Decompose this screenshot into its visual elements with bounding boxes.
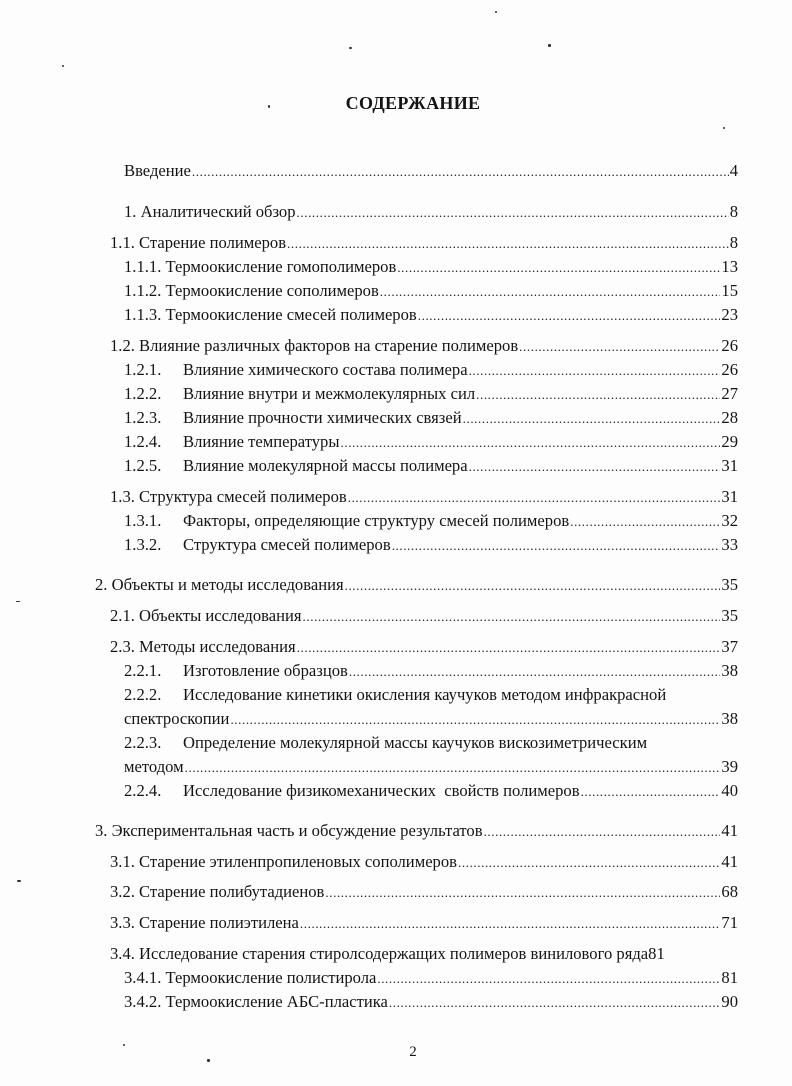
toc-dot-leader	[303, 607, 721, 627]
scan-speck	[16, 601, 20, 602]
scan-speck	[123, 1044, 125, 1046]
toc-entry-2-2-4	[124, 781, 738, 802]
toc-page: 38	[721, 709, 738, 728]
toc-entry-3-4-2	[124, 992, 738, 1013]
toc-title: 2.3. Методы исследования	[110, 637, 296, 656]
toc-page: 15	[721, 281, 738, 300]
toc-dot-leader	[300, 914, 720, 934]
toc-number: 1.2.3.	[124, 408, 162, 427]
toc-entry-2-2-1	[124, 661, 738, 682]
toc-page: 38	[721, 661, 738, 680]
toc-page: 27	[721, 384, 738, 403]
toc-title: Структура смесей полимеров	[183, 535, 391, 554]
toc-entry-3-3	[110, 913, 738, 934]
toc-entry-1-2-2	[124, 384, 738, 405]
toc-dot-leader	[192, 162, 729, 182]
scan-speck	[495, 11, 497, 13]
toc-number: 2.2.3.	[124, 733, 162, 752]
toc-dot-leader	[380, 282, 721, 302]
toc-number: 1.2.4.	[124, 432, 162, 451]
toc-dot-leader	[469, 457, 721, 477]
toc-page: 26	[721, 360, 738, 379]
toc-page: 40	[721, 781, 738, 800]
toc-page: 31	[721, 487, 738, 506]
toc-entry-2	[95, 575, 738, 596]
toc-dot-leader	[469, 361, 721, 381]
page-title: СОДЕРЖАНИЕ	[345, 93, 481, 113]
toc-title: Определение молекулярной массы каучуков вискозиметрическим	[183, 733, 648, 752]
toc-number: 2.2.4.	[124, 781, 162, 800]
toc-number: 1.3.1.	[124, 511, 162, 530]
toc-page: 35	[721, 606, 738, 625]
toc-page: 31	[721, 456, 738, 475]
toc-title: 2. Объекты и методы исследования	[95, 575, 344, 594]
toc-title: 1.1.2. Термоокисление сополимеров	[124, 281, 379, 300]
toc-title: Изготовление образцов	[183, 661, 348, 680]
toc-dot-leader	[484, 822, 721, 842]
toc-page: 4	[729, 161, 738, 180]
toc-page: 37	[721, 637, 738, 656]
scan-speck	[62, 65, 64, 67]
toc-entry-1-1	[110, 233, 738, 254]
toc-dot-leader	[519, 337, 720, 357]
toc-page: 81	[648, 944, 665, 963]
toc-page: 32	[721, 511, 738, 530]
toc-page: 23	[721, 305, 738, 324]
toc-number: 2.2.2.	[124, 685, 162, 704]
toc-entry-1-2-5	[124, 456, 738, 477]
toc-title: Исследование кинетики окисления каучуков методом инфракрасной	[183, 685, 667, 704]
toc-entry-1-3-2	[124, 535, 738, 556]
toc-dot-leader	[392, 536, 721, 556]
toc-dot-leader	[297, 203, 729, 223]
scan-speck	[207, 1059, 210, 1062]
toc-entry-3-4	[110, 944, 738, 965]
toc-entry-1-1-1	[124, 257, 738, 278]
toc-dot-leader	[389, 993, 720, 1013]
toc-title: 3.4. Исследование старения стиролсодержащих полимеров винилового ряда	[110, 944, 649, 963]
toc-title: 1.1.3. Термоокисление смесей полимеров	[124, 305, 417, 324]
toc-page: 90	[721, 992, 738, 1011]
toc-dot-leader	[297, 638, 721, 658]
toc-page: 26	[721, 336, 738, 355]
toc-entry-2-2-3-line2	[124, 757, 738, 778]
toc-title: Влияние химического состава полимера	[183, 360, 468, 379]
toc-title: Влияние прочности химических связей	[183, 408, 462, 427]
toc-page: 33	[721, 535, 738, 554]
toc-entry-1-1-3	[124, 305, 738, 326]
toc-dot-leader	[570, 512, 720, 532]
scan-speck	[268, 105, 270, 108]
toc-entry-2-2-3-line1	[124, 733, 647, 753]
toc-title-continued: спектроскопии	[124, 709, 230, 728]
toc-page: 81	[721, 968, 738, 987]
toc-page: 71	[721, 913, 738, 932]
toc-title: 3.4.1. Термоокисление полистирола	[124, 968, 377, 987]
toc-page: 28	[721, 408, 738, 427]
toc-dot-leader	[341, 433, 721, 453]
scan-speck	[548, 44, 551, 47]
toc-number: 2.2.1.	[124, 661, 162, 680]
toc-dot-leader	[287, 234, 729, 254]
toc-dot-leader	[476, 385, 720, 405]
toc-dot-leader	[348, 488, 721, 508]
toc-page: 41	[721, 821, 738, 840]
toc-entry-2-2-2-line2	[124, 709, 738, 730]
toc-entry-2-1	[110, 606, 738, 627]
toc-dot-leader	[418, 306, 721, 326]
toc-title: Введение	[124, 161, 191, 180]
toc-entry-1-1-2	[124, 281, 738, 302]
scan-speck	[723, 127, 725, 129]
toc-title: 3.1. Старение этиленпропиленовых сополимеров	[110, 852, 457, 871]
toc-entry-3-4-1	[124, 968, 738, 989]
toc-entry-2-3	[110, 637, 738, 658]
toc-page: 29	[721, 432, 738, 451]
toc-page: 13	[721, 257, 738, 276]
toc-title: 1.2. Влияние различных факторов на старение полимеров	[110, 336, 519, 355]
toc-title: 1.1. Старение полимеров	[110, 233, 287, 252]
toc-number: 1.3.2.	[124, 535, 162, 554]
toc-entry-introduction	[124, 161, 738, 182]
scan-speck	[17, 880, 21, 882]
toc-dot-leader	[397, 258, 720, 278]
toc-title: Исследование физикомеханических свойств полимеров	[183, 781, 580, 800]
toc-page: 35	[721, 575, 738, 594]
toc-title: 1. Аналитический обзор	[124, 202, 296, 221]
toc-entry-3	[95, 821, 738, 842]
toc-number: 1.2.5.	[124, 456, 162, 475]
toc-title: 2.1. Объекты исследования	[110, 606, 302, 625]
toc-entry-1-2-3	[124, 408, 738, 429]
scan-speck	[349, 47, 352, 49]
toc-entry-1-2-4	[124, 432, 738, 453]
toc-dot-leader	[463, 409, 721, 429]
toc-page: 8	[729, 202, 738, 221]
toc-title: 3.2. Старение полибутадиенов	[110, 882, 325, 901]
toc-title-continued: методом	[124, 757, 184, 776]
toc-dot-leader	[230, 710, 720, 730]
toc-title: 1.1.1. Термоокисление гомополимеров	[124, 257, 397, 276]
toc-number: 1.2.1.	[124, 360, 162, 379]
toc-title: Факторы, определяющие структуру смесей полимеров	[183, 511, 570, 530]
toc-dot-leader	[377, 969, 720, 989]
toc-dot-leader	[349, 662, 721, 682]
toc-title: 3. Экспериментальная часть и обсуждение результатов	[95, 821, 483, 840]
toc-dot-leader	[581, 782, 721, 802]
toc-title: Влияние внутри и межмолекулярных сил	[183, 384, 476, 403]
toc-entry-1-2	[110, 336, 738, 357]
toc-number: 1.2.2.	[124, 384, 162, 403]
toc-dot-leader	[325, 883, 720, 903]
toc-entry-2-2-2-line1	[124, 685, 666, 705]
toc-title: Влияние температуры	[183, 432, 340, 451]
toc-page: 68	[721, 882, 738, 901]
page-number: 2	[409, 1044, 417, 1060]
toc-page: 8	[729, 233, 738, 252]
toc-entry-1-3	[110, 487, 738, 508]
toc-entry-3-1	[110, 852, 738, 873]
toc-entry-3-2	[110, 882, 738, 903]
toc-page: 41	[721, 852, 738, 871]
toc-entry-1-2-1	[124, 360, 738, 381]
toc-entry-1	[124, 202, 738, 223]
toc-entry-1-3-1	[124, 511, 738, 532]
toc-title: 3.4.2. Термоокисление АБС-пластика	[124, 992, 388, 1011]
toc-page: 39	[721, 757, 738, 776]
toc-title: 3.3. Старение полиэтилена	[110, 913, 299, 932]
toc-dot-leader	[458, 853, 720, 873]
toc-title: Влияние молекулярной массы полимера	[183, 456, 468, 475]
toc-title: 1.3. Структура смесей полимеров	[110, 487, 347, 506]
toc-dot-leader	[185, 758, 721, 778]
toc-dot-leader	[345, 576, 721, 596]
